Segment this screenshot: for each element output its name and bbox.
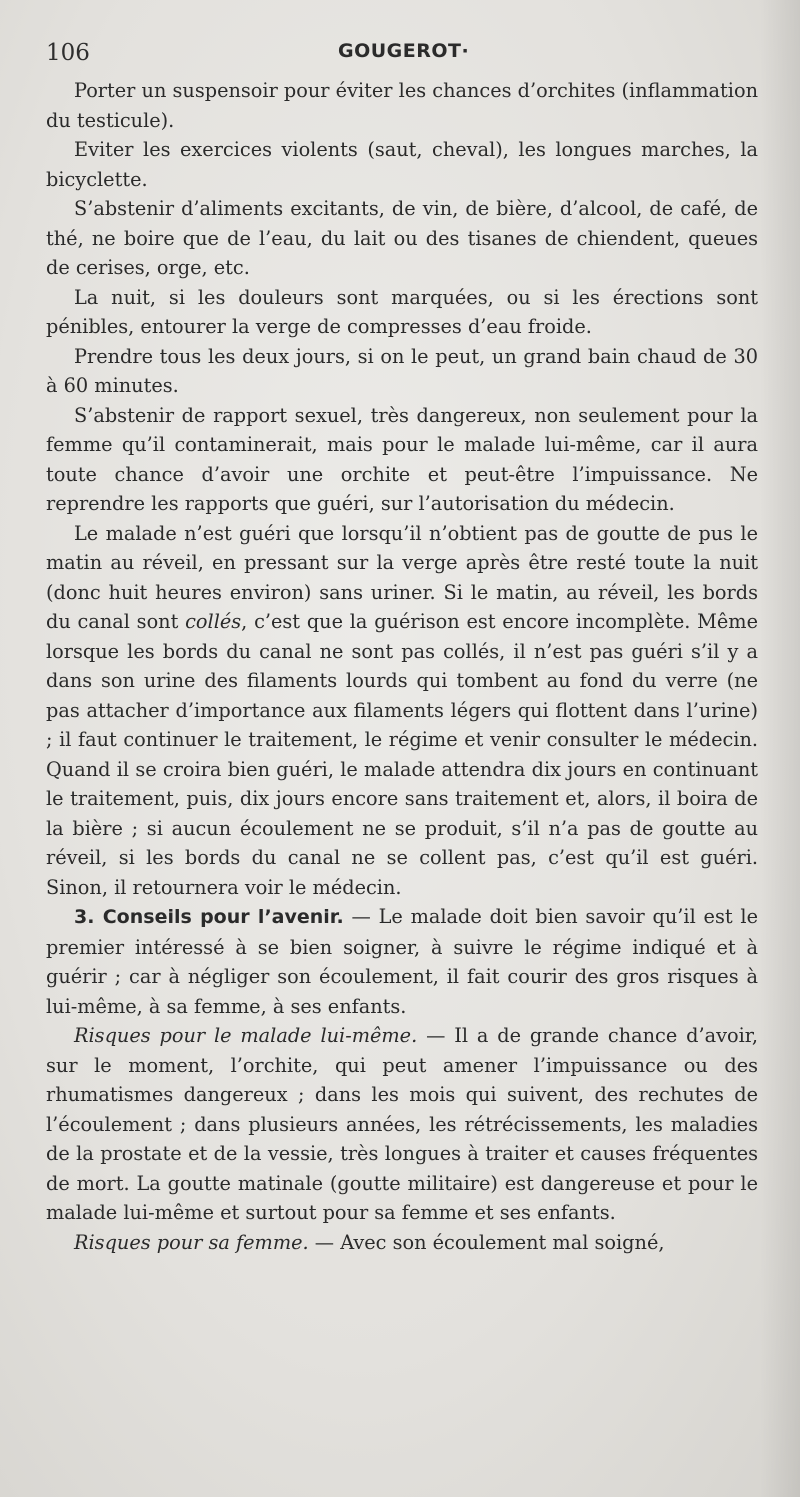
paragraph-guerison [46,519,758,903]
subheading-risques-femme: Risques pour sa femme. [74,1230,309,1254]
paragraph-conseils-text: — Le malade doit bien savoir qu’il est le premier intéressé à se bien soigner, à suivre le régime indiqué et à guérir ; car à négliger son écoulement, il fait courir des gros risques à lui-même, à sa femme, à ses enfants. [46,905,758,1018]
paragraph-guerison-part-a: Le malade n’est guéri que lorsqu’il n’obtient pas de goutte de pus le matin au réveil, en pressant sur la verge après être resté toute la nuit (donc huit heures environ) sans uriner. Si le matin, au réveil, les bords du canal sont [46,521,758,633]
page-header [46,36,756,72]
paragraph-bain: Prendre tous les deux jours, si on le peut, un grand bain chaud de 30 à 60 minutes. [46,344,758,397]
paragraph-rapport: S’abstenir de rapport sexuel, très dangereux, non seulement pour la femme qu’il contaminerait, mais pour le malade lui-même, car il aura toute chance d’avoir une orchite et peut-être l’impuissance. Ne reprendre les rapports que guéri, sur l’autorisation du médecin. [46,403,758,515]
paragraph-suspensoir: Porter un suspensoir pour éviter les chances d’orchites (inflammation du testicule). [46,79,758,132]
running-head: GOUGEROT· [338,40,470,62]
section-heading-conseils: 3. Conseils pour l’avenir. [74,906,344,928]
paragraph-risques-femme-text: — Avec son écoulement mal soigné, [308,1230,665,1254]
paragraph-risques-malade-text: — Il a de grande chance d’avoir, sur le moment, l’orchite, qui peut amener l’impuissance ou des rhumatismes dangereux ; dans les mois qui suivent, des rechutes de l’écoulement ; dans plusieurs années, les rétrécissements, les maladies de la prostate et de la vessie, très longues à traiter et causes fréquentes de mort. La goutte matinale (goutte militaire) est dangereuse et pour le malade lui-même et surtout pour sa femme et ses enfants. [46,1024,758,1224]
body-text [46,76,758,1257]
paragraph-conseils [46,902,758,1021]
paragraph-exercices: Eviter les exercices violents (saut, cheval), les longues marches, la bicyclette. [46,138,758,191]
paragraph-guerison-part-b: , c’est que la guérison est encore incomplète. Même lorsque les bords du canal ne sont pas collés, il n’est pas guéri s’il y a dans son urine des filaments lourds qui tombent au fond du verre (ne pas attacher d’importance aux filaments légers qui flottent dans l’urine) ; il faut continuer le traitement, le régime et venir consulter le médecin. Quand il se croira bien guéri, le malade attendra dix jours en continuant le traitement, puis, dix jours encore sans traitement et, alors, il boira de la bière ; si aucun écoulement ne se produit, s’il n’a pas de goutte au réveil, si les bords du canal ne se collent pas, c’est qu’il est guéri. Sinon, il retournera voir le médecin. [46,610,758,899]
subheading-risques-malade: Risques pour le malade lui-même. [74,1024,418,1047]
paragraph-aliments: S’abstenir d’aliments excitants, de vin, de bière, d’alcool, de café, de thé, ne boire que de l’eau, du lait ou des tisanes de chiendent, queues de cerises, orge, etc. [46,197,758,279]
italic-colles: collés [185,610,242,633]
paragraph-nuit: La nuit, si les douleurs sont marquées, ou si les érections sont pénibles, entourer la verge de compresses d’eau froide. [46,285,758,338]
page-number: 106 [46,40,90,66]
paragraph-risques-femme [46,1228,758,1258]
paragraph-risques-malade [46,1021,758,1228]
